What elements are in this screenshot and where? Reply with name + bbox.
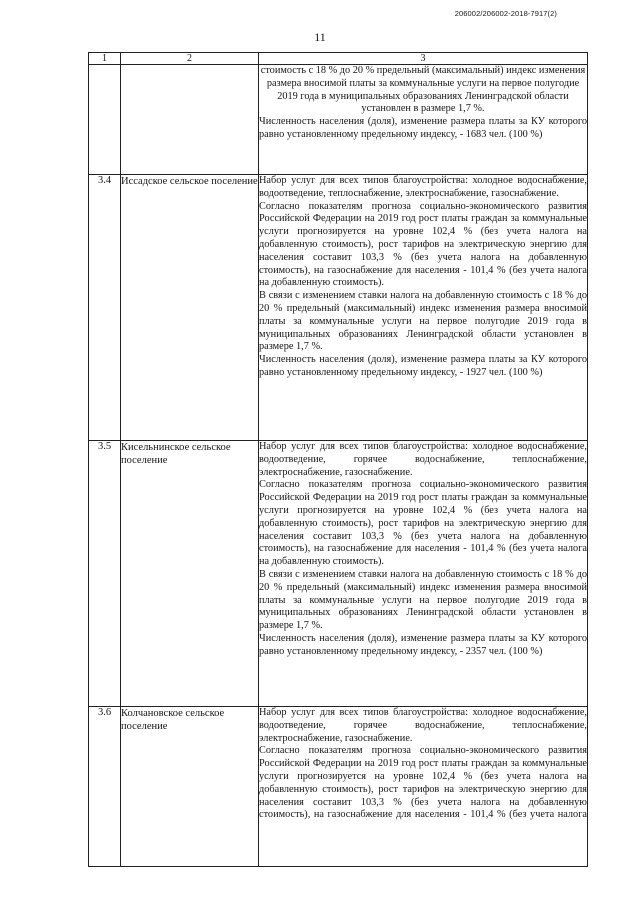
description-paragraph: Согласно показателям прогноза социально-экономического развития Российской Федерации на 2019 год рост платы граждан за коммунальные услуги прогнозируется на уровне 102,4 % (без учета налога на добавленную стоимость), рост тарифов на электрическую энергию для населения составит 103,3 % (без учета налога на добавленную стоимость), на газоснабжение для населения - 101,4 % (без учета налога на добавленную стоимость).	[259, 200, 587, 289]
table-row	[89, 65, 588, 175]
description-cell	[259, 707, 588, 867]
description-paragraph: В связи с изменением ставки налога на добавленную стоимость с 18 % до 20 % предельный (максимальный) индекс изменения размера вносимой платы за коммунальные услуги на первое полугодие 2019 года в муниципальных образованиях Ленинградской области установлен в размере 1,7 %.	[259, 568, 587, 632]
table-row	[89, 707, 588, 867]
description-cell	[259, 175, 588, 441]
row-number: 3.4	[89, 175, 121, 441]
table-header-row	[89, 53, 588, 65]
description-paragraph: Численность населения (доля), изменение размера платы за КУ которого равно установленному предельному индексу, - 2357 чел. (100 %)	[259, 632, 587, 657]
table-row	[89, 441, 588, 707]
description-paragraph: Набор услуг для всех типов благоустройства: холодное водоснабжение, водоотведение, теплоснабжение, электроснабжение, газоснабжение.	[259, 175, 587, 199]
header-col-1: 1	[89, 53, 121, 65]
description-paragraph: Согласно показателям прогноза социально-экономического развития Российской Федерации на 2019 год рост платы граждан за коммунальные услуги прогнозируется на уровне 102,4 % (без учета налога на добавленную стоимость), рост тарифов на электрическую энергию для населения составит 103,3 % (без учета налога на добавленную стоимость), на газоснабжение для населения - 101,4 % (без учета налога	[259, 745, 587, 821]
page-number: 11	[314, 30, 326, 44]
settlement-name: Иссадское сельское поселение	[121, 175, 259, 441]
header-col-3: 3	[259, 53, 588, 65]
header-col-2: 2	[121, 53, 259, 65]
settlement-name	[121, 65, 259, 175]
description-paragraph: Набор услуг для всех типов благоустройства: холодное водоснабжение, водоотведение, горячее водоснабжение, теплоснабжение, электроснабжение, газоснабжение.	[259, 441, 587, 478]
description-paragraph: стоимость с 18 % до 20 % предельный (максимальный) индекс изменения размера вносимой платы за коммунальные услуги на первое полугодие 2019 года в муниципальных образованиях Ленинградской области установлен в размере 1,7 %.	[260, 65, 586, 115]
description-paragraph: Численность населения (доля), изменение размера платы за КУ которого равно установленному предельному индексу, - 1927 чел. (100 %)	[259, 354, 587, 378]
description-paragraph: Численность населения (доля), изменение размера платы за КУ которого равно установленному предельному индексу, - 1683 чел. (100 %)	[259, 116, 587, 140]
table-row	[89, 175, 588, 441]
row-number: 3.6	[89, 707, 121, 867]
description-cell	[259, 441, 588, 707]
settlement-name: Колчановское сельское поселение	[121, 707, 259, 867]
description-paragraph: Согласно показателям прогноза социально-экономического развития Российской Федерации на 2019 год рост платы граждан за коммунальные услуги прогнозируется на уровне 102,4 % (без учета налога на добавленную стоимость), рост тарифов на электрическую энергию для населения составит 103,3 % (без учета налога на добавленную стоимость), на газоснабжение для населения - 101,4 % (без учета налога на добавленную стоимость).	[259, 479, 587, 568]
description-paragraph: В связи с изменением ставки налога на добавленную стоимость с 18 % до 20 % предельный (максимальный) индекс изменения размера вносимой платы за коммунальные услуги на первое полугодие 2019 года в муниципальных образованиях Ленинградской области установлен в размере 1,7 %.	[259, 290, 587, 353]
settlement-name: Кисельнинское сельское поселение	[121, 441, 259, 707]
description-paragraph: Набор услуг для всех типов благоустройства: холодное водоснабжение, водоотведение, горячее водоснабжение, теплоснабжение, электроснабжение, газоснабжение.	[259, 707, 587, 744]
document-id: 206002/206002-2018-7917(2)	[454, 9, 557, 18]
description-cell	[259, 65, 588, 175]
row-number	[89, 65, 121, 175]
tariff-table	[88, 52, 588, 867]
row-number: 3.5	[89, 441, 121, 707]
